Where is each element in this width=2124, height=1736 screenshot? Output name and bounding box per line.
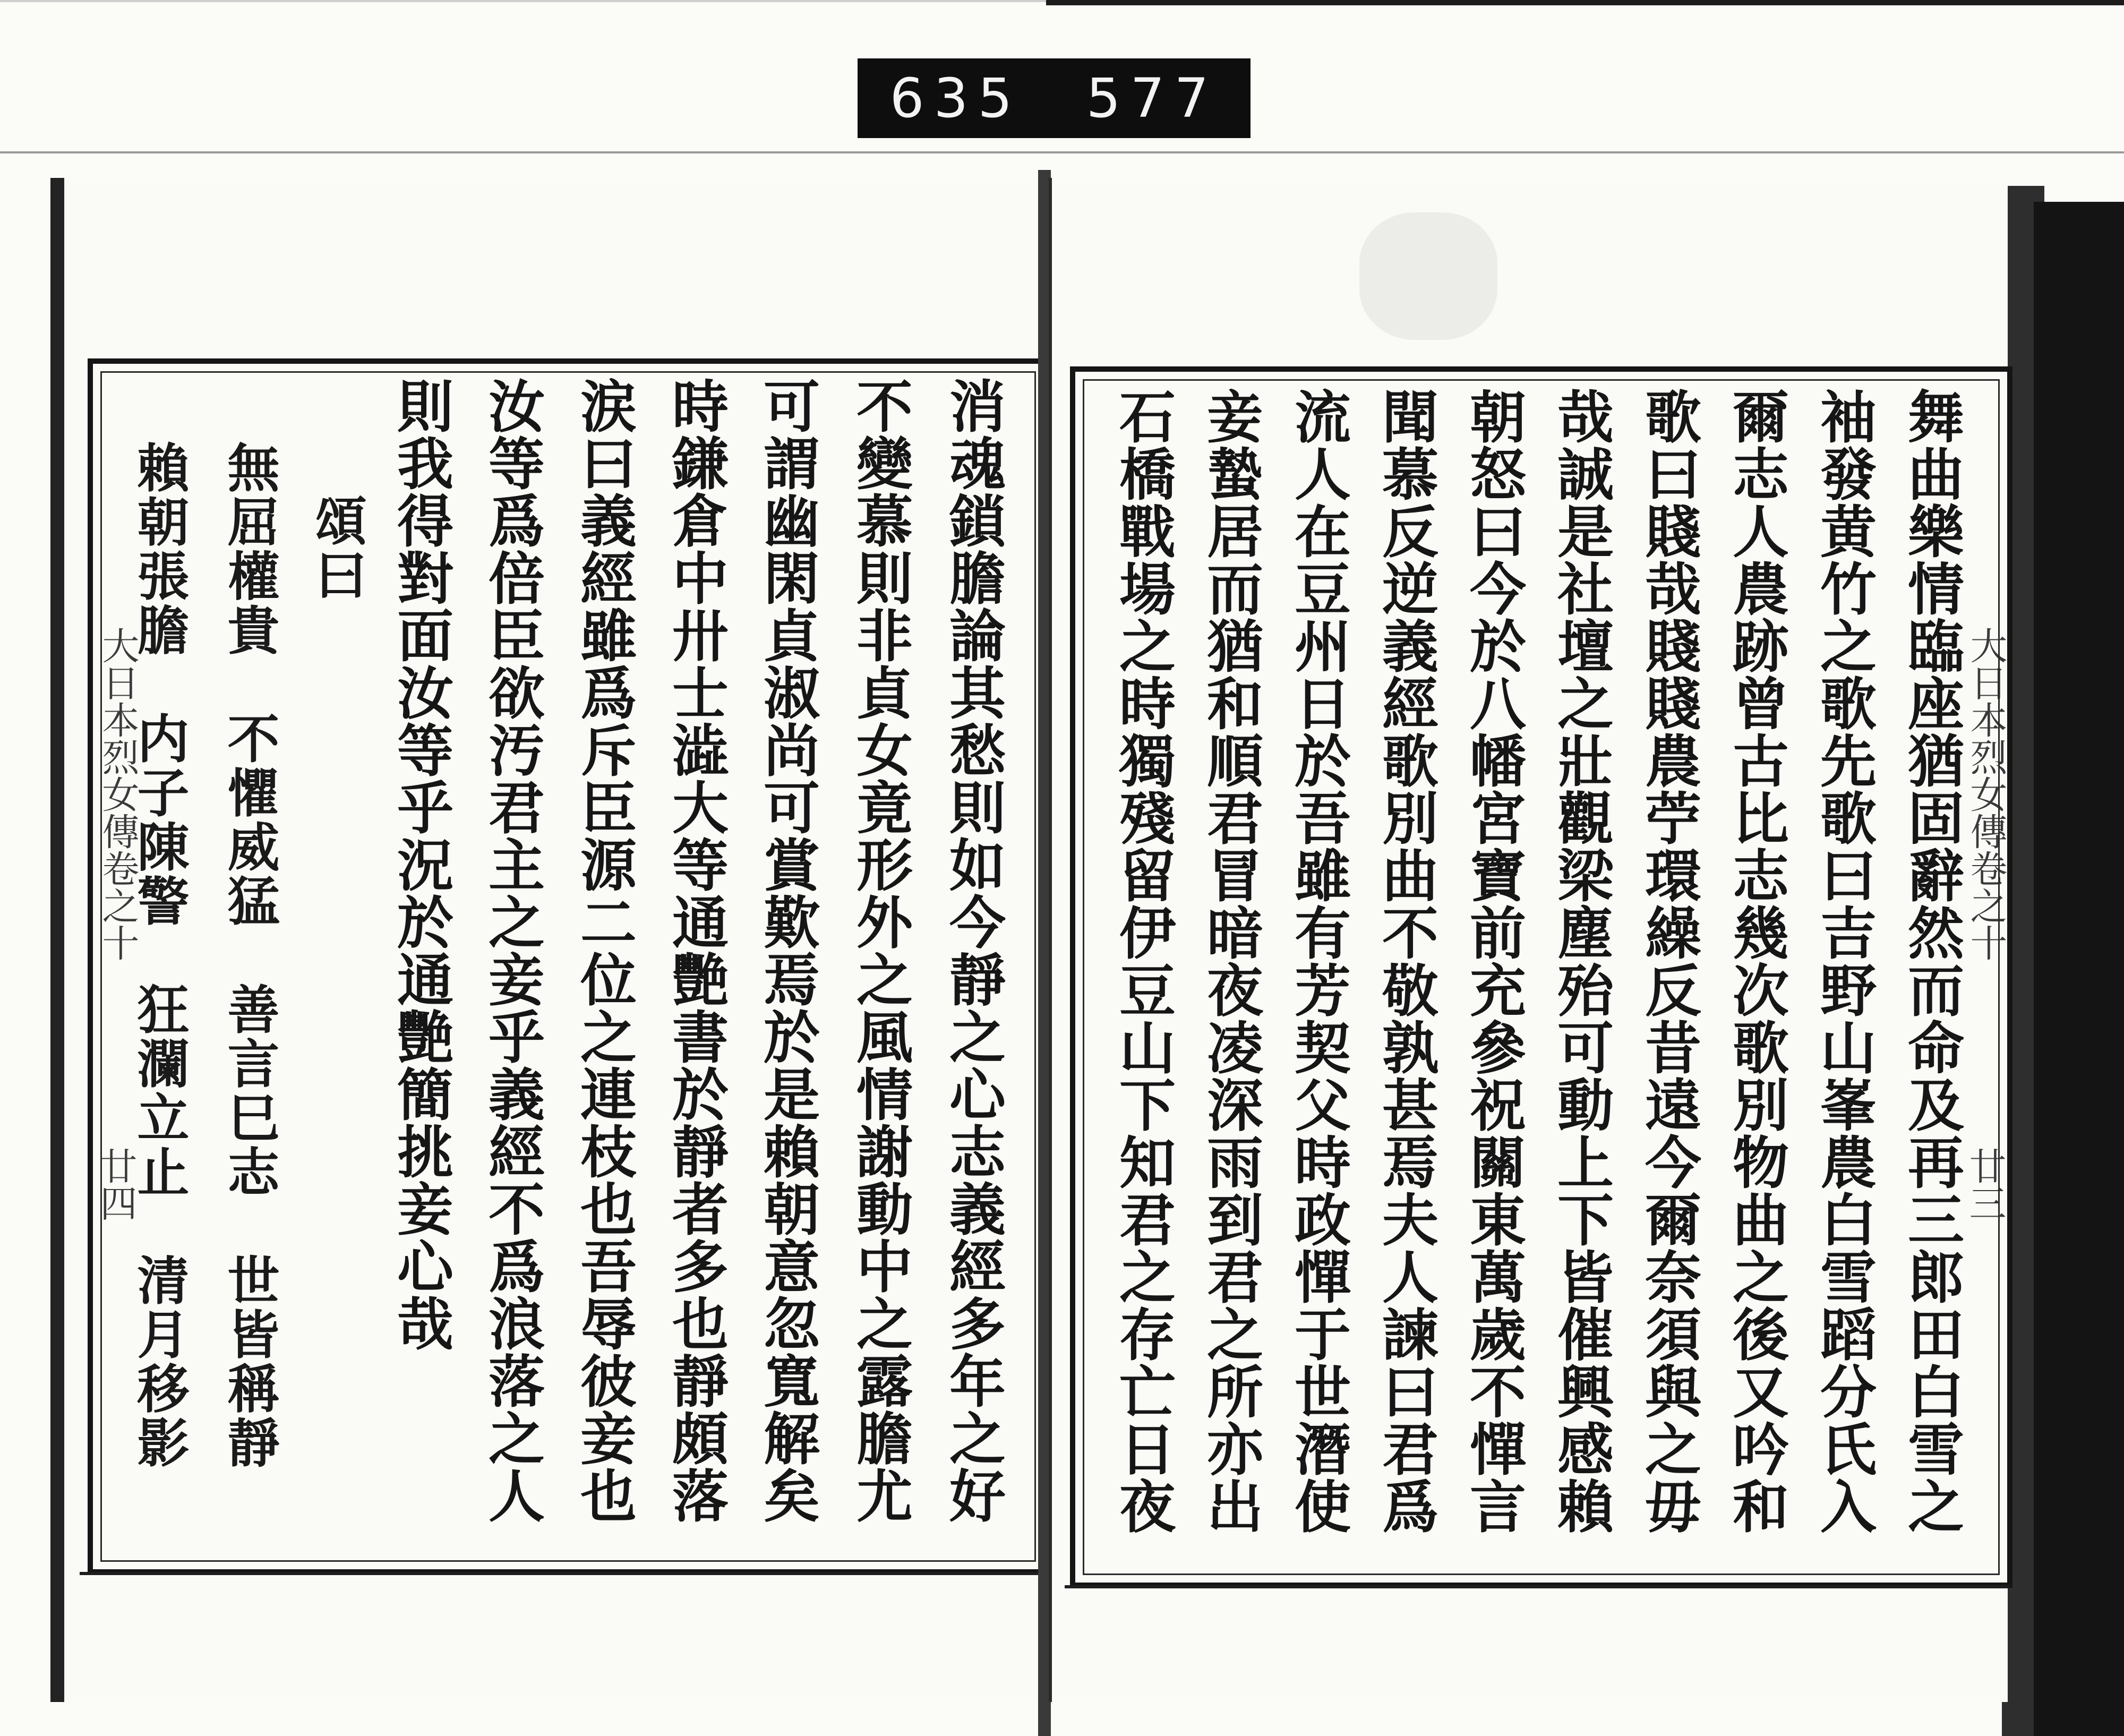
top-edge-strip [0,0,1051,2]
catalog-number-left: 635 [889,66,1022,130]
left-page-folio: 廿四 [94,1147,138,1221]
right-prose-column-1: 舞曲樂情臨座猶固辭然而命及再三郎田白雪之 [1899,388,1965,1535]
left-prose-column-1: 消魂鎖膽論其愁則如今靜之心志義經多年之好 [940,377,1007,1524]
left-page-margin-title: 大日本烈女傳卷之十 [96,627,140,961]
right-prose-column-9: 妾蟄居而猶和順君冒暗夜凌深雨到君之所亦出 [1198,388,1264,1535]
left-prose-column-7: 則我得對面汝等乎況於通艷簡挑妾心哉 [388,377,455,1352]
right-edge-shadow [2034,202,2124,1736]
left-prose-column-4: 時鎌倉中卅士澁大等通艷書於靜者多也靜頗落 [663,377,730,1524]
right-page-margin-title: 大日本烈女傳卷之十 [1964,627,2008,961]
right-prose-column-5: 哉誠是社壇之壯觀梁塵殆可動上下皆催興感賴 [1548,388,1615,1535]
right-prose-column-7: 聞慕反逆義經歌別曲不敬孰甚焉夫人諫曰君爲 [1373,388,1440,1535]
verse-heading: 頌曰 [306,494,367,602]
right-prose-column-2: 袖發黄竹之歌先歌曰吉野山峯農白雪蹈分氏入 [1811,388,1878,1535]
paper-stain [1359,212,1497,340]
right-page-folio: 廿三 [1963,1147,2007,1221]
right-prose-column-10: 石橋戰場之時獨殘留伊豆山下知君之存亡日夜 [1110,388,1177,1535]
right-prose-column-6: 朝怒曰今於八幡宮寶前充參祝關東萬歲不憚言 [1461,388,1527,1535]
right-prose-column-8: 流人在豆州日於吾雖有芳契父時政憚于世潛使 [1286,388,1352,1535]
left-page-bottom-rule [80,1572,1046,1575]
right-prose-column-4: 歌曰賤哉賤賤農苧環繰反昔遠今爾奈須與之毋 [1636,388,1702,1535]
left-prose-column-2: 不變慕則非貞女竟形外之風情謝動中之露膽尤 [847,377,914,1524]
scan-horizontal-rule [0,151,2124,153]
top-edge-shadow [1046,0,2124,5]
catalog-number-right: 577 [1086,66,1219,130]
verse-line-2: 賴朝張膽 内子陳警 狂瀾立止 清月移影 [129,441,190,1470]
left-prose-column-5: 涙曰義經雖爲斥臣源二位之連枝也吾辱彼妾也 [571,377,638,1524]
verse-line-1: 無屈權貴 不懼威猛 善言巳志 世皆稱靜 [219,441,280,1470]
right-prose-column-3: 爾志人農跡曾古比志幾次歌別物曲之後又吟和 [1724,388,1790,1535]
left-prose-column-3: 可謂幽閑貞淑尚可賞歎焉於是賴朝意忽寬解矣 [755,377,821,1524]
left-prose-column-6: 汝等爲倍臣欲汚君主之妾乎義經不爲浪落之人 [479,377,546,1524]
right-page-bottom-rule [1065,1585,2010,1588]
catalog-number-tag [858,58,1251,138]
